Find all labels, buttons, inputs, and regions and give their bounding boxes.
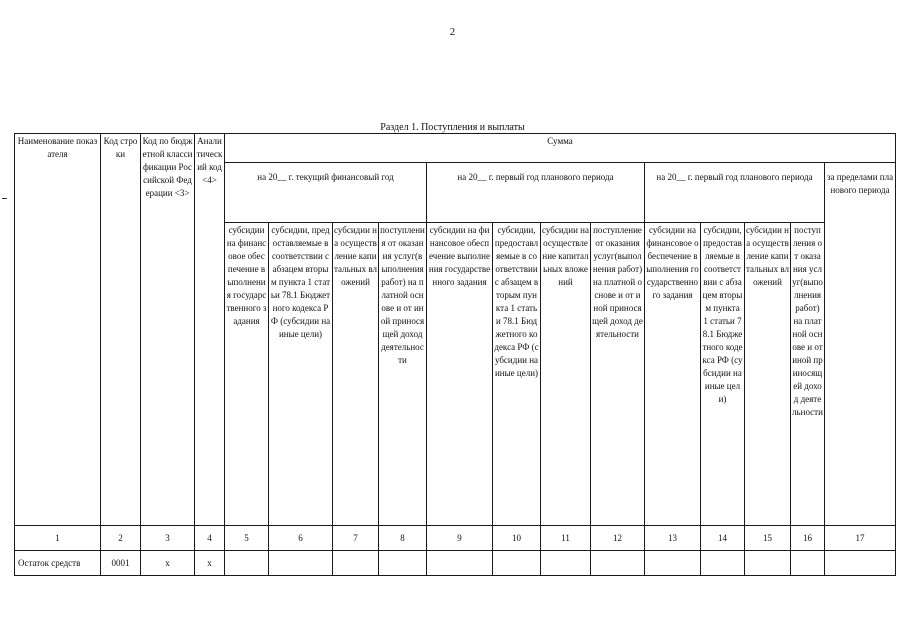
row-cell	[541, 551, 591, 576]
sub-header: поступления от оказания услуг(выполнения работ) на платной основе и от иной приносящей доход деятельности	[379, 223, 427, 526]
row-cell	[645, 551, 701, 576]
header-code: Код строки	[101, 134, 141, 526]
row-cell	[225, 551, 269, 576]
row-cell	[591, 551, 645, 576]
group-current-year: на 20__ г. текущий финансовый год	[225, 163, 427, 223]
table-row	[15, 551, 896, 576]
group-beyond-plan: за пределами планового периода	[825, 163, 896, 526]
row-analytic-code: x	[195, 551, 225, 576]
row-cell	[825, 551, 896, 576]
row-budget-code: x	[141, 551, 195, 576]
receipts-payments-table-wrap	[14, 133, 895, 576]
column-number: 13	[645, 526, 701, 551]
group-plan-year-1: на 20__ г. первый год планового периода	[427, 163, 645, 223]
column-number: 5	[225, 526, 269, 551]
section-title: Раздел 1. Поступления и выплаты	[380, 122, 525, 133]
receipts-payments-table	[14, 133, 896, 576]
margin-mark	[2, 198, 7, 199]
row-cell	[427, 551, 493, 576]
row-cell	[701, 551, 745, 576]
sub-header: поступления от оказания услуг(выполнения работ) на платной основе и от иной приносящей доход деятельности	[791, 223, 825, 526]
header-sum: Сумма	[225, 134, 896, 163]
group-plan-year-2: на 20__ г. первый год планового периода	[645, 163, 825, 223]
row-code: 0001	[101, 551, 141, 576]
column-number: 4	[195, 526, 225, 551]
column-number: 11	[541, 526, 591, 551]
column-number: 14	[701, 526, 745, 551]
row-cell	[493, 551, 541, 576]
column-number: 17	[825, 526, 896, 551]
column-number: 8	[379, 526, 427, 551]
column-number: 9	[427, 526, 493, 551]
column-number: 2	[101, 526, 141, 551]
sub-header: поступление от оказания услуг(выполнения работ) на платной основе и от иной приносящей доход деятельности	[591, 223, 645, 526]
row-cell	[333, 551, 379, 576]
column-number: 12	[591, 526, 645, 551]
sub-header: субсидии на осуществление капитальных вложений	[541, 223, 591, 526]
sub-header: субсидии, предоставляемые в соответствии с абзацем вторым пункта 1 статьи 78.1 Бюджетного кодекса РФ (субсидии на иные цели)	[701, 223, 745, 526]
header-name: Наименование показателя	[15, 134, 101, 526]
column-number: 15	[745, 526, 791, 551]
row-cell	[745, 551, 791, 576]
sub-header: субсидии, предоставляемые в соответствии с абзацем вторым пункта 1 статьи 78.1 Бюджетного кодекса РФ (субсидии на иные цели)	[493, 223, 541, 526]
column-number: 16	[791, 526, 825, 551]
column-number: 7	[333, 526, 379, 551]
header-budget-code: Код по бюджетной классификации Российской Федерации <3>	[141, 134, 195, 526]
column-number-row	[15, 526, 896, 551]
page-number: 2	[449, 26, 456, 38]
column-number: 10	[493, 526, 541, 551]
sub-header: субсидии на финансовое обеспечение выполнения государственного задания	[225, 223, 269, 526]
column-number: 1	[15, 526, 101, 551]
sub-header: субсидии, предоставляемые в соответствии с абзацем вторым пункта 1 статьи 78.1 Бюджетного кодекса РФ (субсидии на иные цели)	[269, 223, 333, 526]
sub-header: субсидии на осуществление капитальных вложений	[333, 223, 379, 526]
row-cell	[791, 551, 825, 576]
sub-header: субсидии на осуществление капитальных вложений	[745, 223, 791, 526]
row-cell	[379, 551, 427, 576]
row-name: Остаток средств	[15, 551, 101, 576]
row-cell	[269, 551, 333, 576]
sub-header: субсидии на финансовое обеспечение выполнения государственного задания	[427, 223, 493, 526]
sub-header: субсидии на финансовое обеспечение выполнения государственного задания	[645, 223, 701, 526]
header-analytic-code: Аналитический код <4>	[195, 134, 225, 526]
column-number: 6	[269, 526, 333, 551]
column-number: 3	[141, 526, 195, 551]
